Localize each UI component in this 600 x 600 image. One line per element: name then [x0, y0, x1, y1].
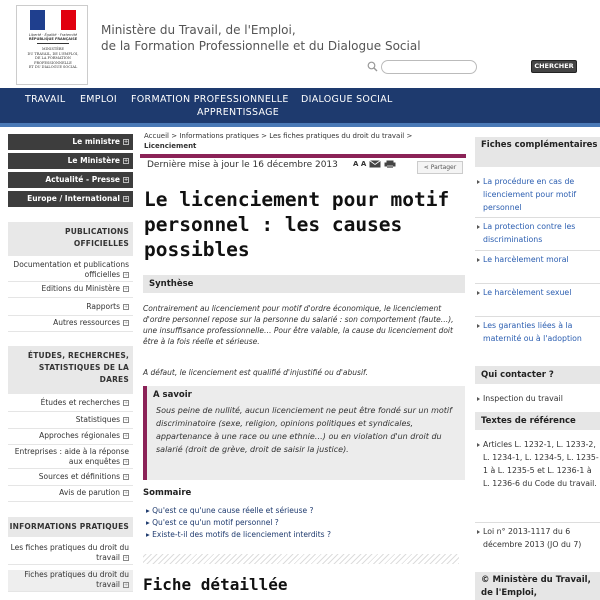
sidebar-link-avis-parution[interactable]: Avis de parution + [8, 488, 133, 502]
sidebar-link-rapports[interactable]: Rapports + [8, 302, 133, 316]
synthese-text-2: A défaut, le licenciement est qualifié d'injustifié ou d'abusif. [143, 368, 368, 377]
logo-ministry-name: MINISTÈRE DU TRAVAIL, DE L'EMPLOI, DE LA FORMATION PROFESSIONNELLE ET DU DIALOGUE SOCIAL [27, 47, 79, 69]
toc-link-motif-personnel[interactable]: ▸ Qu'est ce qu'un motif personnel ? [146, 518, 279, 527]
expand-icon: + [124, 400, 129, 406]
copyright: © Ministère du Travail, de l'Emploi, [475, 572, 600, 600]
divider [475, 522, 600, 523]
related-link-harcelement-sexuel[interactable]: Le harcèlement sexuel [475, 286, 600, 299]
toc-link-cause-reelle[interactable]: ▸ Qu'est ce qu'une cause réelle et sérieuse ? [146, 506, 314, 515]
sidebar-link-fiches-pratiques[interactable]: Les fiches pratiques du droit du travail + [8, 543, 133, 565]
nav-emploi[interactable]: EMPLOI [80, 94, 117, 105]
share-button[interactable]: ⋖ Partager [417, 161, 463, 174]
page-title: Le licenciement pour motif personnel : les causes possibles [144, 188, 450, 261]
sidebar-item-europe-international[interactable]: Europe / International + [8, 191, 133, 207]
qui-contacter-title: Qui contacter ? [475, 366, 600, 384]
sidebar-link-approches-regionales[interactable]: Approches régionales + [8, 431, 133, 445]
textes-reference-title: Textes de référence [475, 412, 600, 430]
contact-inspection: Inspection du travail [475, 392, 600, 405]
main-content [140, 128, 466, 600]
sidebar-link-documentation[interactable]: Documentation et publications officielles + [8, 260, 133, 282]
left-sidebar [8, 134, 133, 600]
nav-underline [0, 123, 600, 127]
sidebar-item-le-ministere[interactable]: Le Ministère + [8, 153, 133, 169]
related-link-procedure[interactable]: La procédure en cas de licenciement pour motif personnel [475, 175, 600, 214]
expand-icon: + [124, 320, 129, 326]
related-link-harcelement-moral[interactable]: Le harcèlement moral [475, 253, 600, 266]
fiche-detaillee-title: Fiche détaillée [143, 575, 288, 594]
font-size-button[interactable]: A A [353, 160, 367, 168]
expand-icon: + [124, 490, 129, 496]
sommaire-title: Sommaire [143, 488, 192, 498]
expand-icon: + [124, 474, 129, 480]
fiches-complementaires-title: Fiches complémentaires [475, 137, 600, 167]
expand-icon: + [124, 417, 129, 423]
bullet-icon: ▸ [146, 506, 153, 515]
bullet-icon: ▸ [146, 530, 153, 539]
nav-formation-professionnelle[interactable]: FORMATION PROFESSIONNELLE [131, 94, 289, 105]
search-button[interactable]: CHERCHER [531, 60, 577, 73]
main-navigation [0, 88, 600, 123]
sidebar-link-autres-ressources[interactable]: Autres ressources + [8, 318, 133, 332]
breadcrumb-separator: > [171, 132, 178, 140]
divider [475, 283, 600, 284]
synthese-heading: Synthèse [143, 275, 465, 293]
related-link-discriminations[interactable]: La protection contre les discriminations [475, 220, 600, 246]
sidebar-link-fiches-pratiques-active[interactable]: Fiches pratiques du droit du travail + [8, 570, 133, 592]
sidebar-link-etudes-recherches[interactable]: Études et recherches + [8, 398, 133, 412]
sidebar-link-sources[interactable]: Sources et définitions + [8, 472, 133, 486]
expand-icon: + [124, 272, 129, 278]
expand-icon: + [124, 555, 129, 561]
sidebar-section-publications: PUBLICATIONS OFFICIELLES [8, 222, 133, 256]
breadcrumb-current: Licenciement [144, 142, 197, 150]
reference-loi: Loi n° 2013-1117 du 6 décembre 2013 (JO du 7) [475, 525, 600, 551]
expand-icon: + [124, 433, 129, 439]
a-savoir-text: Sous peine de nullité, aucun licenciement ne peut être fondé sur un motif discriminatoire (sexe, religion, opinions politiques et syndicales, appartenance à une race ou une ethnie…) ou en violation d'un droit du salarié (droit de grève, droit de saisir la justice). [156, 406, 452, 454]
search-icon [367, 61, 378, 72]
sidebar-item-le-ministre[interactable]: Le ministre + [8, 134, 133, 150]
expand-icon: + [124, 158, 129, 164]
ministry-title[interactable]: Ministère du Travail, de l'Emploi, de la Formation Professionnelle et du Dialogue Social [101, 23, 421, 53]
logo-motto: Liberté · Égalité · Fraternité RÉPUBLIQUE FRANÇAISE [28, 33, 78, 41]
accent-bar [140, 154, 466, 158]
breadcrumb-accueil[interactable]: Accueil [144, 132, 169, 140]
breadcrumb-informations-pratiques[interactable]: Informations pratiques [179, 132, 259, 140]
synthese-text: Contrairement au licenciement pour motif d'ordre économique, le licenciement d'ordre personnel repose sur la personne du salarié : son comportement (faute…), une insuffisance professionnelle… Pour être valable, la cause du licenciement doit être à la fois réelle et sérieuse. [143, 304, 454, 346]
right-sidebar [475, 134, 600, 600]
expand-icon: + [124, 304, 129, 310]
sidebar-item-actualite-presse[interactable]: Actualité - Presse + [8, 172, 133, 188]
a-savoir-title: A savoir [153, 390, 192, 400]
nav-apprentissage[interactable]: APPRENTISSAGE [197, 107, 280, 118]
reference-articles: Articles L. 1232-1, L. 1233-2, L. 1234-1, L. 1234-5, L. 1235-1 à L. 1235-5 et L. 1236-1 à L. 1236-6 du Code du travail. [475, 438, 600, 490]
share-icon: ⋖ [423, 164, 429, 171]
sidebar-section-etudes: ÉTUDES, RECHERCHES, STATISTIQUES DE LA DARES [8, 346, 133, 394]
search-input[interactable] [381, 60, 477, 74]
breadcrumb-fiches-pratiques[interactable]: Les fiches pratiques du droit du travail [269, 132, 405, 140]
divider [475, 217, 600, 218]
breadcrumb-separator: > [406, 132, 413, 140]
expand-icon: + [124, 177, 129, 183]
logo-divider [37, 43, 69, 44]
sidebar-link-editions[interactable]: Editions du Ministère + [8, 284, 133, 298]
bullet-icon: ▸ [146, 518, 153, 527]
print-icon[interactable] [384, 160, 396, 168]
expand-icon: + [124, 196, 129, 202]
breadcrumb [144, 131, 462, 151]
related-link-maternite[interactable]: Les garanties liées à la maternité ou à l'adoption [475, 319, 600, 345]
a-savoir-box [143, 386, 465, 480]
divider [475, 316, 600, 317]
sidebar-section-informations-pratiques: INFORMATIONS PRATIQUES [8, 517, 133, 537]
sidebar-link-statistiques[interactable]: Statistiques + [8, 415, 133, 429]
divider [475, 250, 600, 251]
sidebar-link-entreprises[interactable]: Entreprises : aide à la réponse aux enquêtes + [8, 447, 133, 469]
expand-icon: + [124, 139, 129, 145]
republic-logo[interactable] [16, 5, 88, 85]
email-icon[interactable] [369, 160, 381, 168]
section-divider [143, 554, 459, 564]
flag-image [30, 10, 76, 30]
breadcrumb-separator: > [261, 132, 267, 140]
site-header [0, 0, 600, 88]
toc-link-motifs-interdits[interactable]: ▸ Existe-t-il des motifs de licenciement interdits ? [146, 530, 331, 539]
expand-icon: + [124, 459, 129, 465]
nav-dialogue-social[interactable]: DIALOGUE SOCIAL [301, 94, 393, 105]
expand-icon: + [124, 286, 129, 292]
expand-icon: + [124, 582, 129, 588]
last-update: Dernière mise à jour le 16 décembre 2013 [147, 160, 338, 170]
article-tools [353, 160, 396, 168]
nav-travail[interactable]: TRAVAIL [25, 94, 66, 105]
